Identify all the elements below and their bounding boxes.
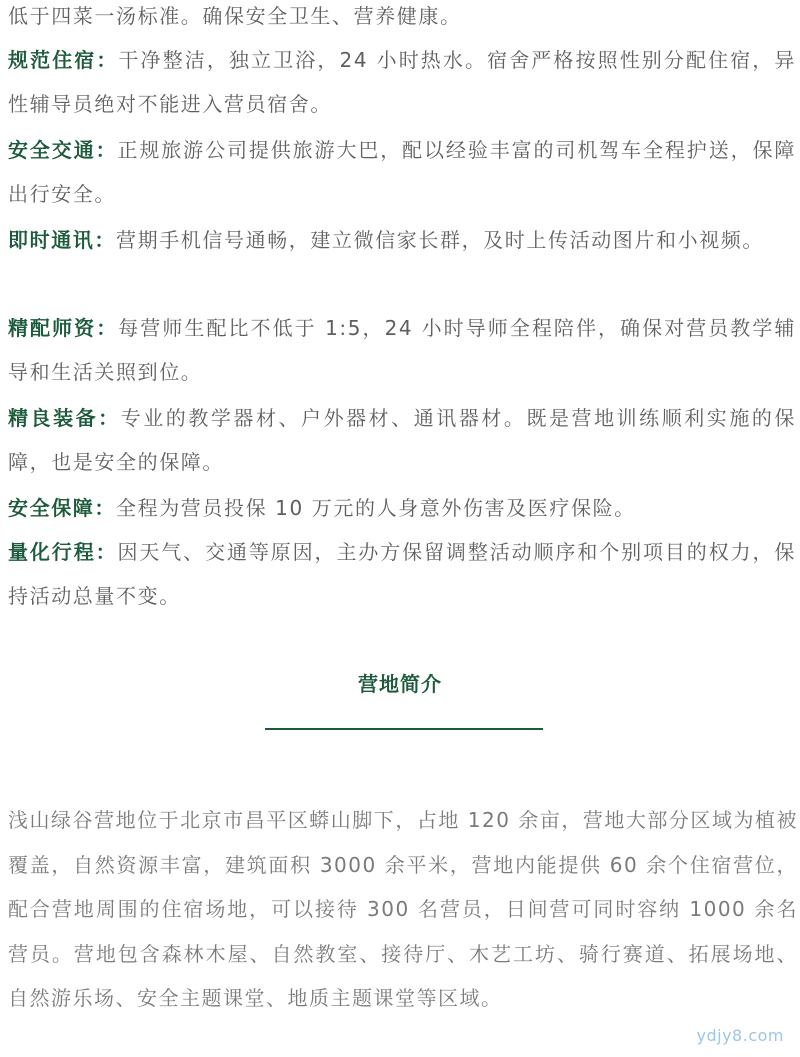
section-divider xyxy=(265,728,543,730)
intro-line: 低于四菜一汤标准。确保安全卫生、营养健康。 xyxy=(8,4,462,28)
feature-communication xyxy=(8,218,796,262)
feature-text: 专业的教学器材、户外器材、通讯器材。既是营地训练顺利实施的保障，也是安全的保障。 xyxy=(8,406,797,474)
feature-text: 营期手机信号通畅，建立微信家长群，及时上传活动图片和小视频。 xyxy=(116,228,764,252)
feature-text: 因天气、交通等原因，主办方保留调整活动顺序和个别项目的权力，保持活动总量不变。 xyxy=(8,540,796,608)
feature-text: 全程为营员投保 10 万元的人身意外伤害及医疗保险。 xyxy=(116,496,636,520)
feature-label: 量化行程： xyxy=(8,540,118,564)
feature-text: 干净整洁，独立卫浴，24 小时热水。宿舍严格按照性别分配住宿，异性辅导员绝对不能进入营员宿舍。 xyxy=(8,48,796,116)
feature-equipment xyxy=(8,396,796,484)
feature-label: 即时通讯： xyxy=(8,228,116,252)
feature-label: 安全交通： xyxy=(8,138,118,162)
feature-transport xyxy=(8,128,796,216)
feature-schedule xyxy=(8,530,796,618)
feature-label: 安全保障： xyxy=(8,496,116,520)
section-title: 营地简介 xyxy=(358,672,442,696)
feature-label: 精良装备： xyxy=(8,406,121,430)
feature-text: 正规旅游公司提供旅游大巴，配以经验丰富的司机驾车全程护送，保障出行安全。 xyxy=(8,138,796,206)
feature-insurance xyxy=(8,486,796,530)
feature-label: 精配师资： xyxy=(8,316,119,340)
feature-teachers xyxy=(8,306,796,394)
feature-text: 每营师生配比不低于 1:5，24 小时导师全程陪伴，确保对营员教学辅导和生活关照到位。 xyxy=(8,316,796,384)
feature-accommodation xyxy=(8,38,796,126)
campsite-description: 浅山绿谷营地位于北京市昌平区蟒山脚下，占地 120 余亩，营地大部分区域为植被覆盖，自然资源丰富，建筑面积 3000 余平米，营地内能提供 60 余个住宿营位，配合营地周围的住宿场地，可以接待 300 名营员，日间营可同时容纳 1000 余名营员。营地包含森林木屋、自然教室、接待厅、木艺工坊、骑行赛道、拓展场地、自然游乐场、安全主题课堂、地质主题课堂等区域。 xyxy=(8,808,798,1010)
watermark: ydjy8.com xyxy=(696,1026,784,1045)
feature-label: 规范住宿： xyxy=(8,48,119,72)
